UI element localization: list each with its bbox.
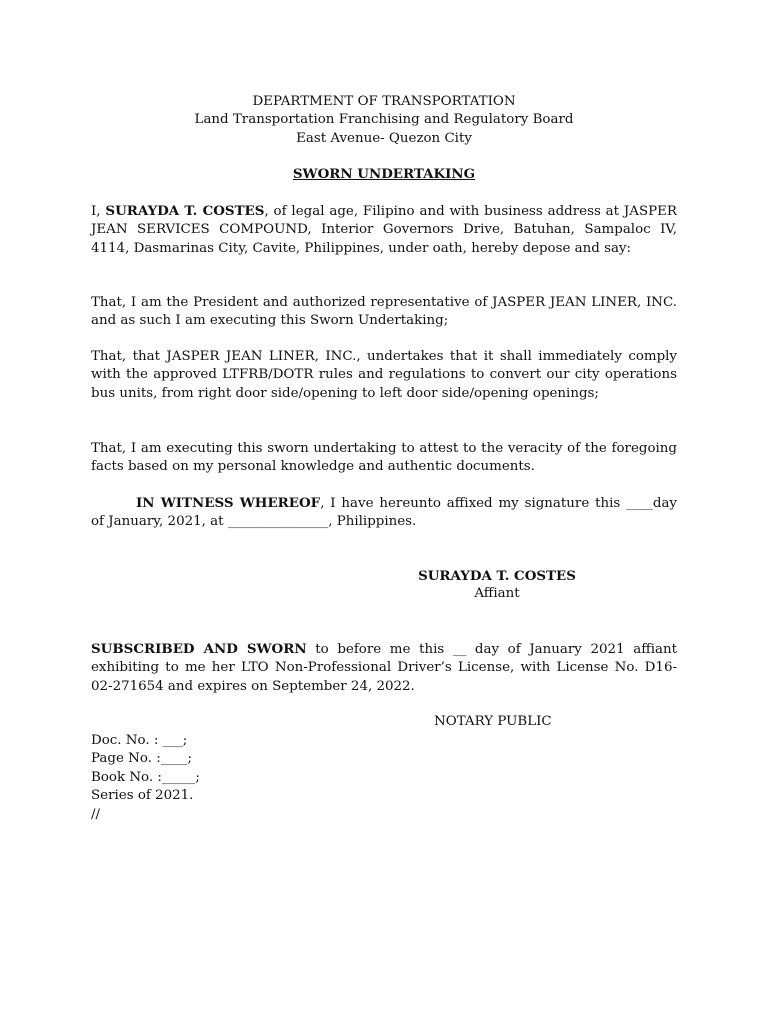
- paragraph-affiant-intro: [91, 202, 677, 258]
- paragraph-representation: That, I am the President and authorized representative of JASPER JEAN LINER, INC. and as such I am executing this Sworn Undertaking;: [91, 295, 677, 329]
- header-board: Land Transportation Franchising and Regulatory Board: [194, 112, 574, 128]
- subscribed-text: to before me this __ day of January 2021 affiant exhibiting to me her LTO Non-Professional Driver’s License, with License No. D16-02-271654 and expires on September 24, 2022.: [91, 642, 677, 694]
- paragraph-undertaking: That, that JASPER JEAN LINER, INC., undertakes that it shall immediately comply with the approved LTFRB/DOTR rules and regulations to convert our city operations bus units, from right door side/opening to left door side/opening openings;: [91, 349, 677, 401]
- document-title: SWORN UNDERTAKING: [292, 166, 476, 182]
- affiant-name: SURAYDA T. COSTES: [105, 203, 265, 219]
- record-doc-no: Doc. No. : ___;: [91, 733, 188, 748]
- intro-prefix: I,: [91, 204, 106, 219]
- signature-role: Affiant: [474, 586, 520, 602]
- document-header: [91, 93, 677, 148]
- paragraph-attestation: That, I am executing this sworn undertaking to attest to the veracity of the foregoing facts based on my personal knowledge and authentic documents.: [91, 441, 677, 475]
- record-mark: //: [91, 806, 101, 822]
- record-page-no: Page No. :____;: [91, 751, 193, 767]
- header-department: DEPARTMENT OF TRANSPORTATION: [252, 94, 516, 109]
- record-book-no: Book No. :_____;: [91, 769, 200, 785]
- notarial-records: [91, 732, 677, 824]
- signature-name: SURAYDA T. COSTES: [418, 568, 576, 584]
- document-title-wrapper: [91, 165, 677, 184]
- subscribed-heading: SUBSCRIBED AND SWORN: [91, 641, 307, 657]
- paragraph-subscribed: [91, 640, 677, 696]
- record-series: Series of 2021.: [91, 788, 194, 804]
- paragraph-witness: [91, 494, 677, 532]
- witness-heading: IN WITNESS WHEREOF: [136, 495, 321, 511]
- witness-text: , I have hereunto affixed my signature this ____day of January, 2021, at _______________, Philippines.: [91, 496, 678, 530]
- notary-public-label: NOTARY PUBLIC: [434, 714, 552, 729]
- signature-block: [412, 567, 582, 604]
- intro-text: , of legal age, Filipino and with business address at JASPER JEAN SERVICES COMPOUND, Interior Governors Drive, Batuhan, Sampaloc IV, 4114, Dasmarinas City, Cavite, Philippines, under oath, hereby depose and say:: [91, 204, 677, 256]
- header-address: East Avenue- Quezon City: [296, 130, 472, 146]
